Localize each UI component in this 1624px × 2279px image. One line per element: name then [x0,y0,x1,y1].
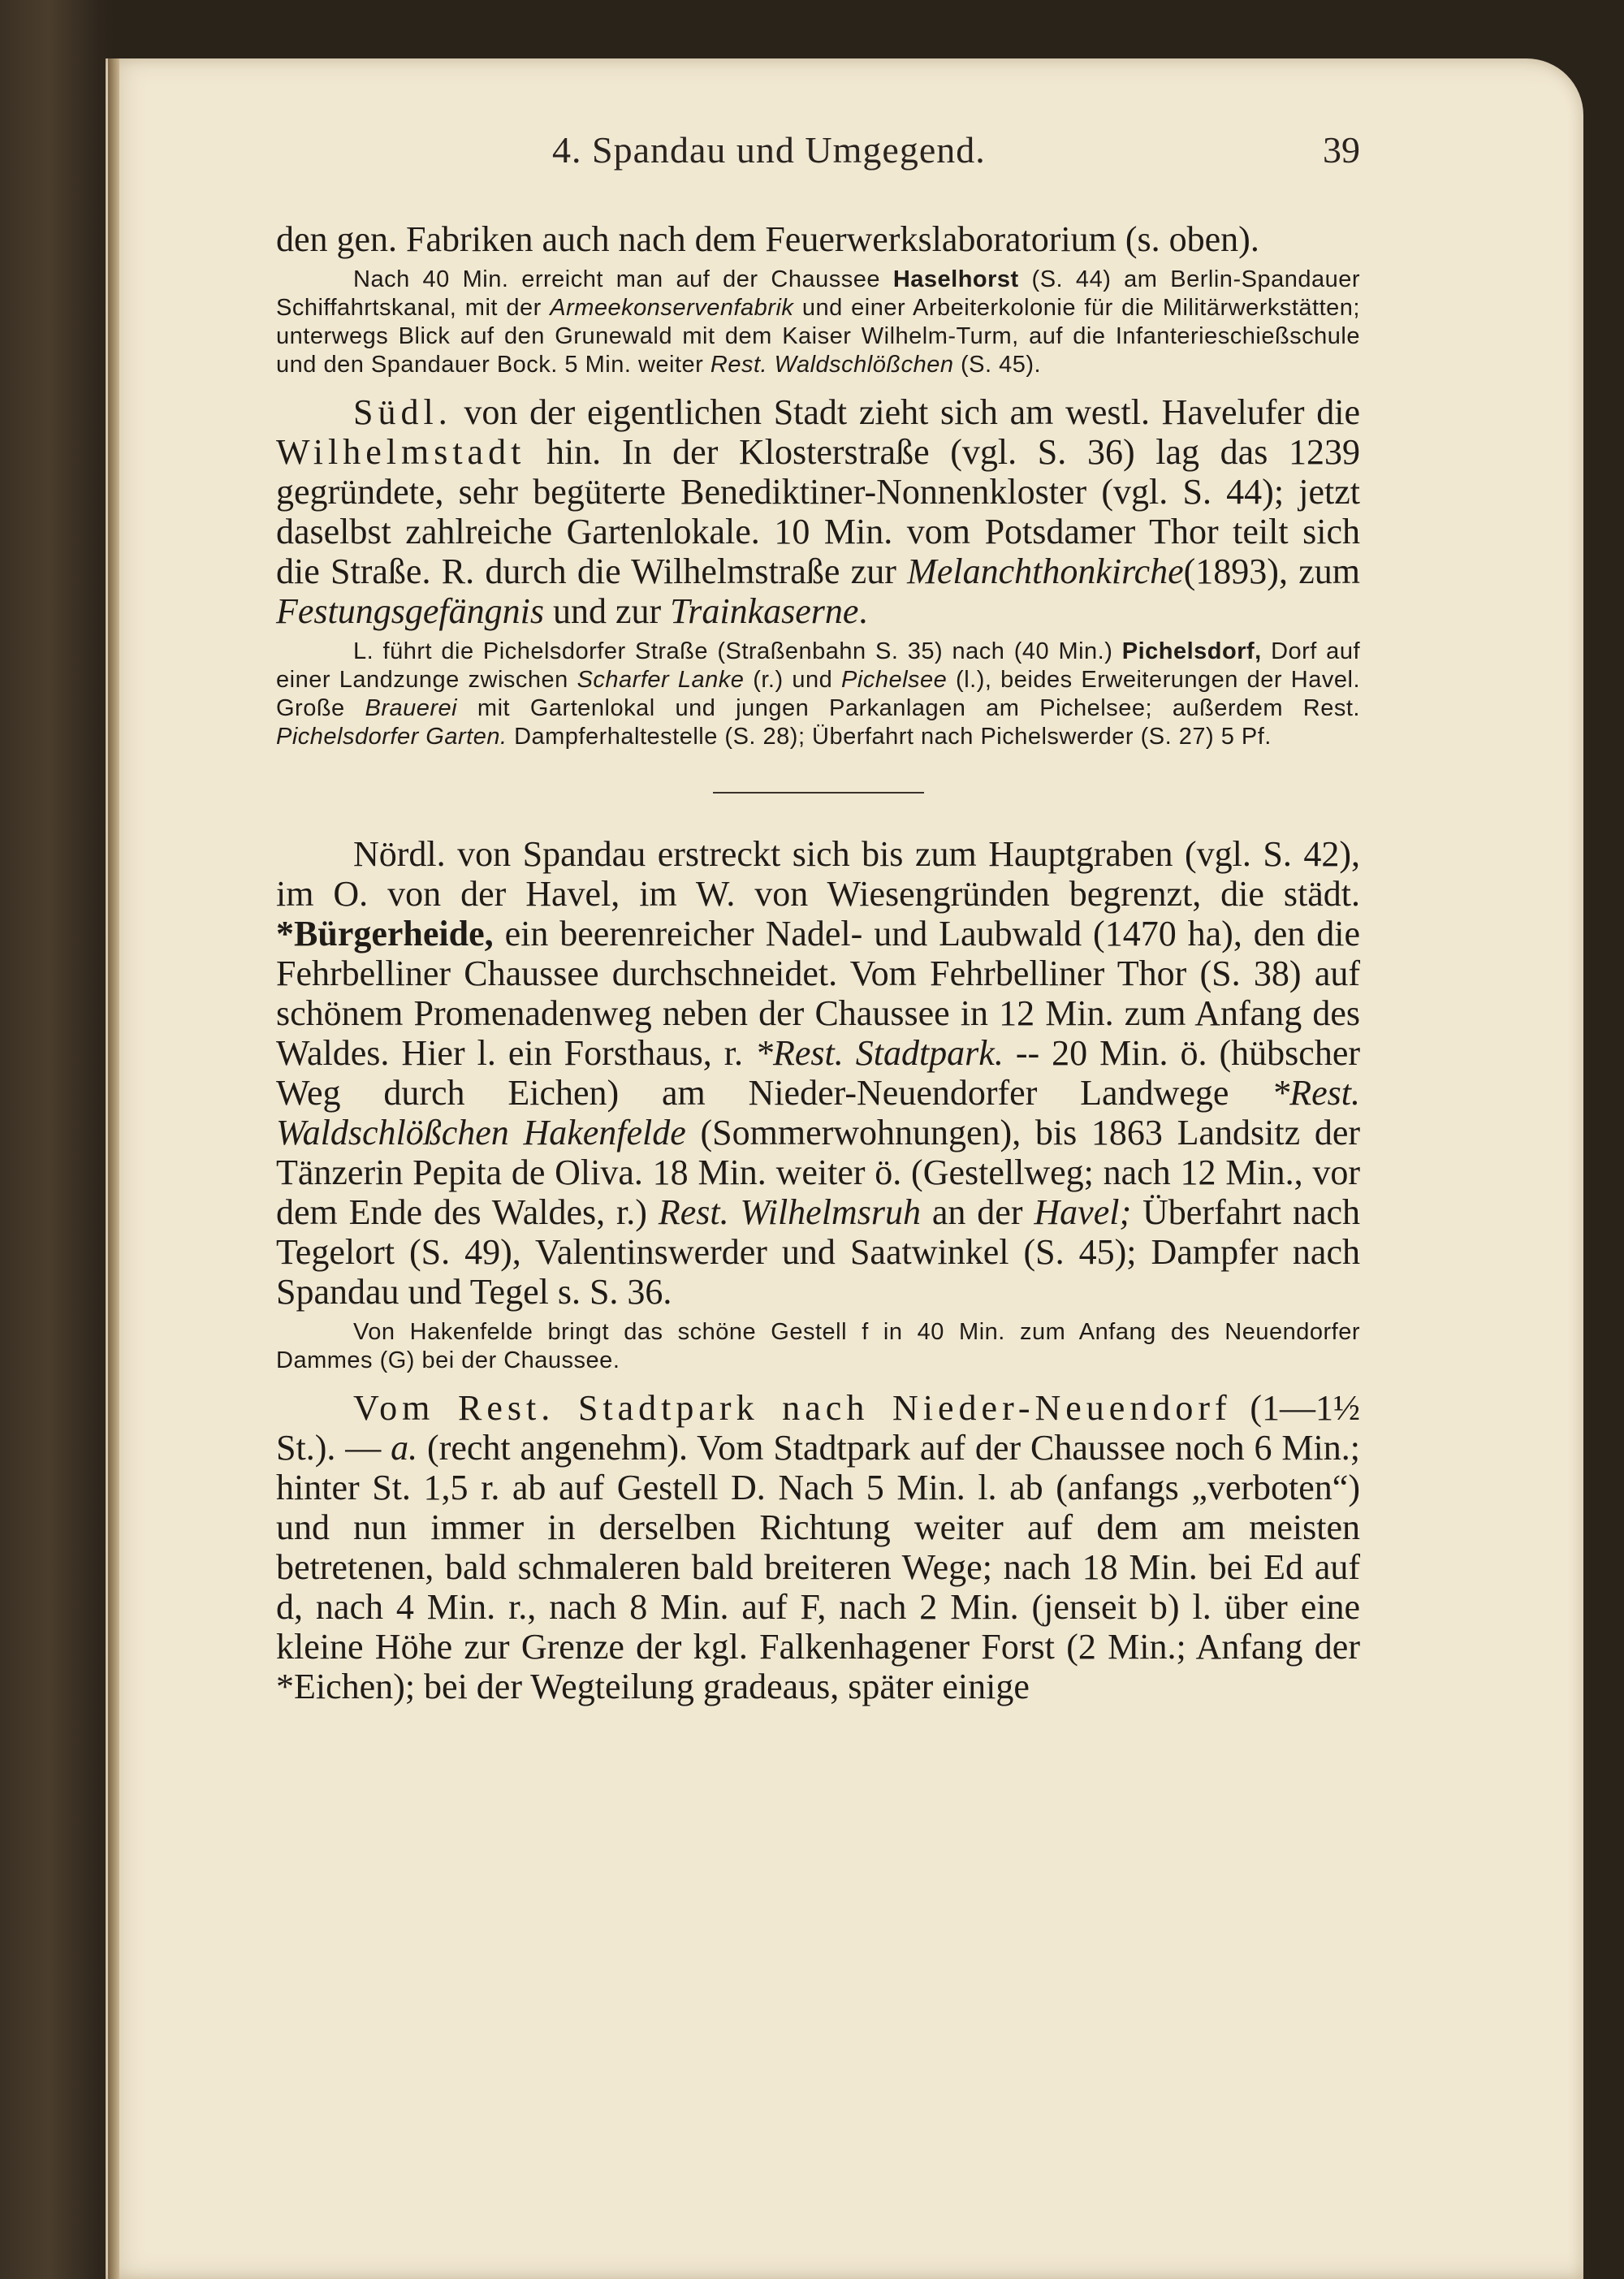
small-note-1: Nach 40 Min. erreicht man auf der Chaussee Haselhorst (S. 44) am Berlin-Spandauer Schiffahrtskanal, mit der Armeekonservenfabrik und einer Arbeiterkolonie für die Militärwerkstätten; unterwegs Blick auf den Grunewald mit dem Kaiser Wilhelm-Turm, auf die Infanterieschießschule und den Spandauer Bock. 5 Min. weiter Rest. Waldschlößchen (S. 45). [276,266,1360,378]
paragraph-3: Nördl. von Spandau erstreckt sich bis zum Hauptgraben (vgl. S. 42), im O. von der Havel, im W. von Wiesengründen begrenzt, die städt. *Bürgerheide, ein beerenreicher Nadel- und Laubwald (1470 ha), den die Fehrbelliner Chaussee durchschneidet. Vom Fehrbelliner Thor (S. 38) auf schönem Promenadenweg neben der Chaussee in 12 Min. zum Anfang des Waldes. Hier l. ein Forsthaus, r. *Rest. Stadtpark. -- 20 Min. ö. (hübscher Weg durch Eichen) am Nieder-Neuendorfer Landwege *Rest. Waldschlößchen Hakenfelde (Sommerwohnungen), bis 1863 Landsitz der Tänzerin Pepita de Oliva. 18 Min. weiter ö. (Gestellweg; nach 12 Min., vor dem Ende des Waldes, r.) Rest. Wilhelmsruh an der Havel; Überfahrt nach Tegelort (S. 49), Valentinswerder und Saatwinkel (S. 45); Dampfer nach Spandau und Tegel s. S. 36. [276,834,1361,1312]
section-divider [713,792,924,794]
page-body [276,219,1360,1706]
page-number: 39 [1323,129,1360,171]
small-note-2: L. führt die Pichelsdorfer Straße (Straßenbahn S. 35) nach (40 Min.) Pichelsdorf, Dorf auf einer Landzunge zwischen Scharfer Lanke (r.) und Pichelsee (l.), beides Erweiterungen der Havel. Große Brauerei mit Gartenlokal und jungen Parkanlagen am Pichelsee; außerdem Rest. Pichelsdorfer Garten. Dampferhaltestelle (S. 28); Überfahrt nach Pichelswerder (S. 27) 5 Pf. [276,638,1360,750]
paragraph-2: Südl. von der eigentlichen Stadt zieht sich am westl. Havelufer die Wilhelmstadt hin. In der Klosterstraße (vgl. S. 36) lag das 1239 gegründete, sehr begüterte Benediktiner-Nonnenkloster (vgl. S. 44); jetzt daselbst zahlreiche Gartenlokale. 10 Min. vom Potsdamer Thor teilt sich die Straße. R. durch die Wilhelmstraße zur Melanchthonkirche(1893), zum Festungsgefängnis und zur Trainkaserne. [276,392,1360,631]
small-note-3: Von Hakenfelde bringt das schöne Gestell f in 40 Min. zum Anfang des Neuendorfer Dammes (G) bei der Chaussee. [276,1319,1360,1373]
running-header [276,120,1360,177]
page-spine-edge [108,58,119,2279]
paragraph-1: den gen. Fabriken auch nach dem Feuerwerkslaboratorium (s. oben). [276,219,1259,259]
chapter-title: 4. Spandau und Umgegend. [552,129,986,171]
paragraph-4: Vom Rest. Stadtpark nach Nieder-Neuendorf (1—1½ St.). — a. (recht angenehm). Vom Stadtpark auf der Chaussee noch 6 Min.; hinter St. 1,5 r. ab auf Gestell D. Nach 5 Min. l. ab (anfangs „verboten“) und nun immer in derselben Richtung weiter auf dem am meisten betretenen, bald schmaleren bald breiteren Wege; nach 18 Min. bei Ed auf d, nach 4 Min. r., nach 8 Min. auf F, nach 2 Min. (jenseit b) l. über eine kleine Höhe zur Grenze der kgl. Falkenhagener Forst (2 Min.; Anfang der *Eichen); bei der Wegteilung gradeaus, später einige [276,1388,1360,1706]
